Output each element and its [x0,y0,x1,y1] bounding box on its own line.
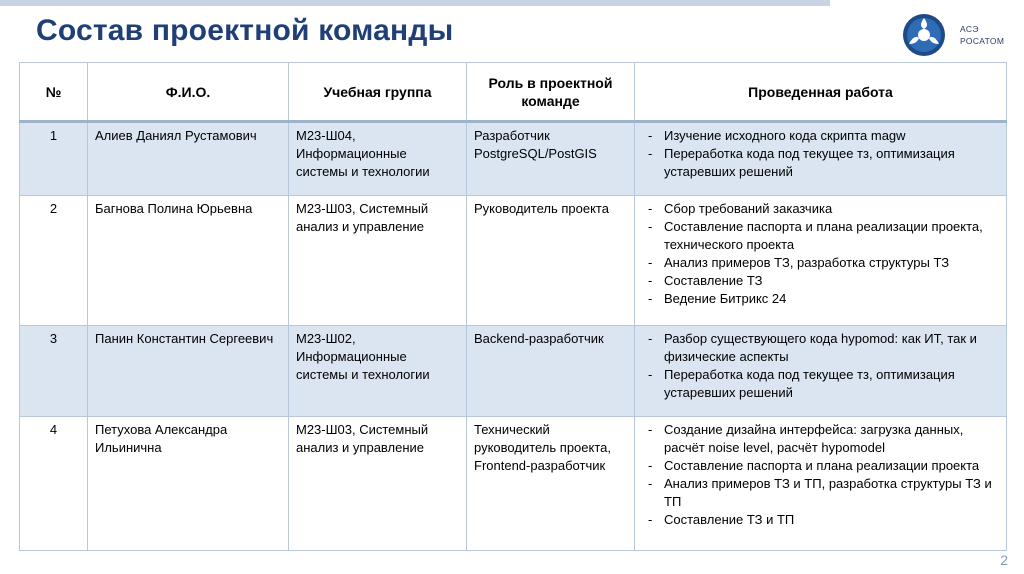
work-item: - Переработка кода под текущее тз, оптимизация устаревших решений [642,366,1000,402]
team-role: Backend-разработчик [467,326,635,417]
work-item: - Составление ТЗ и ТП [642,511,1000,529]
work-item: - Анализ примеров ТЗ и ТП, разработка структуры ТЗ и ТП [642,475,1000,511]
row-number: 3 [20,326,88,417]
header-number: № [20,63,88,122]
work-item: - Изучение исходного кода скрипта magw [642,127,1000,145]
table-row [20,326,1007,417]
table-row [20,417,1007,551]
work-item: - Анализ примеров ТЗ, разработка структуры ТЗ [642,254,1000,272]
table-header-row [20,63,1007,122]
work-item: - Сбор требований заказчика [642,200,1000,218]
rosatom-logo [900,12,1014,58]
logo-line-2: РОСАТОМ [960,36,1005,46]
work-done [635,196,1007,326]
top-accent-bar [0,0,830,6]
logo-line-1: АСЭ [960,24,979,34]
team-role: Разработчик PostgreSQL/PostGIS [467,122,635,196]
work-done [635,326,1007,417]
slide-title: Состав проектной команды [36,14,454,47]
study-group: М23-Ш03, Системный анализ и управление [289,196,467,326]
project-team-table [19,62,1007,551]
header-role: Роль в проектной команде [467,63,635,122]
member-name: Алиев Даниял Рустамович [88,122,289,196]
work-item: - Составление паспорта и плана реализации проекта [642,457,1000,475]
work-done [635,122,1007,196]
study-group: М23-Ш04, Информационные системы и технологии [289,122,467,196]
header-group: Учебная группа [289,63,467,122]
table-row [20,122,1007,196]
rosatom-emblem-icon [900,12,950,58]
work-done [635,417,1007,551]
study-group: М23-Ш02, Информационные системы и технологии [289,326,467,417]
work-item: - Составление ТЗ [642,272,1000,290]
team-role: Технический руководитель проекта, Frontend-разработчик [467,417,635,551]
header-name: Ф.И.О. [88,63,289,122]
page-number: 2 [1000,552,1008,568]
table-row [20,196,1007,326]
member-name: Петухова Александра Ильинична [88,417,289,551]
row-number: 4 [20,417,88,551]
team-role: Руководитель проекта [467,196,635,326]
member-name: Панин Константин Сергеевич [88,326,289,417]
work-item: - Составление паспорта и плана реализации проекта, технического проекта [642,218,1000,254]
header-work: Проведенная работа [635,63,1007,122]
study-group: М23-Ш03, Системный анализ и управление [289,417,467,551]
work-item: - Создание дизайна интерфейса: загрузка данных, расчёт noise level, расчёт hypomodel [642,421,1000,457]
work-item: - Разбор существующего кода hypomod: как ИТ, так и физические аспекты [642,330,1000,366]
row-number: 2 [20,196,88,326]
row-number: 1 [20,122,88,196]
member-name: Багнова Полина Юрьевна [88,196,289,326]
work-item: - Ведение Битрикс 24 [642,290,1000,308]
work-item: - Переработка кода под текущее тз, оптимизация устаревших решений [642,145,1000,181]
logo-text [960,23,1004,47]
